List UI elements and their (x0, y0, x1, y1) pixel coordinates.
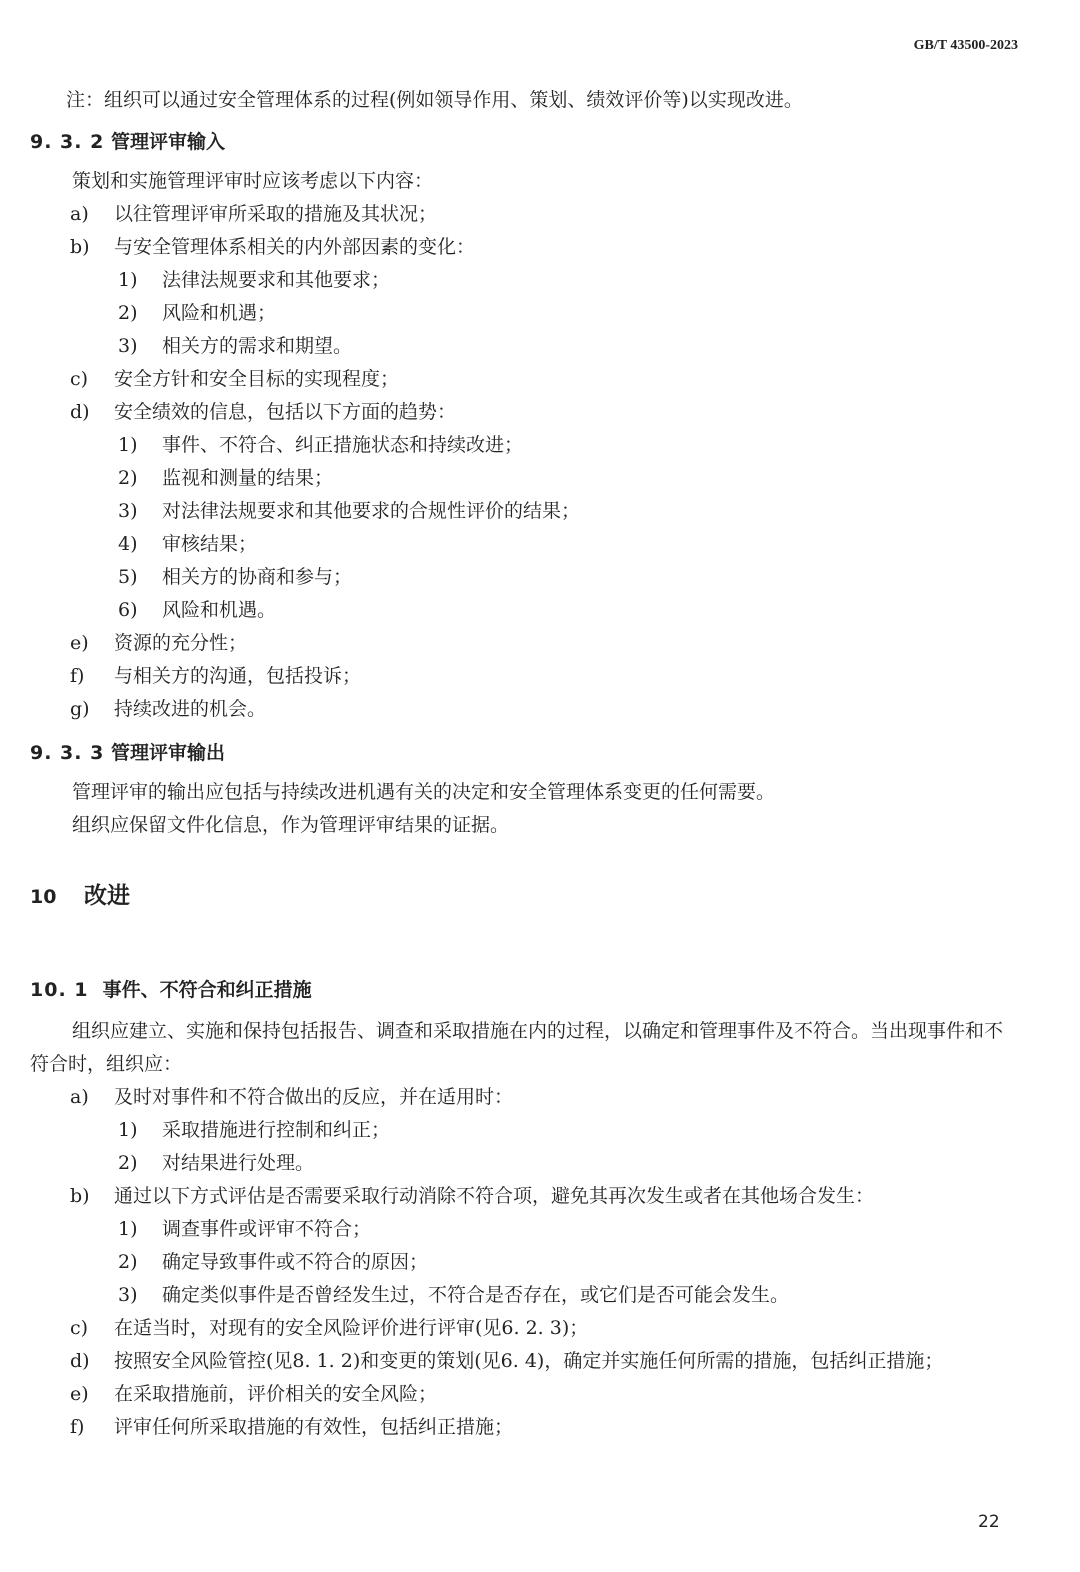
item-label: 2) (118, 1251, 138, 1273)
item-label: 5) (118, 566, 138, 588)
item-text: 通过以下方式评估是否需要采取行动消除不符合项，避免其再次发生或者在其他场合发生： (114, 1185, 875, 1207)
item-text: 在采取措施前，评价相关的安全风险； (114, 1383, 438, 1405)
item-label: 1) (118, 1218, 138, 1240)
item-text: 及时对事件和不符合做出的反应，并在适用时： (114, 1086, 514, 1108)
chapter-number: 10 (30, 886, 57, 908)
item-label: e) (70, 1383, 89, 1405)
item-text: 采取措施进行控制和纠正； (162, 1119, 391, 1141)
item-text: 与相关方的沟通，包括投诉； (114, 665, 362, 687)
item-label: a) (70, 203, 89, 225)
section-title: 管理评审输入 (110, 131, 225, 153)
item-text: 法律法规要求和其他要求； (162, 269, 391, 291)
item-label: 6) (118, 599, 138, 621)
list-item (30, 693, 1030, 726)
item-label: c) (70, 368, 89, 390)
item-label: a) (70, 1086, 89, 1108)
list-item (30, 1312, 1030, 1345)
sub-list-item (30, 330, 1030, 363)
standard-code: GB/T 43500-2023 (913, 38, 1018, 53)
item-text: 审核结果； (162, 533, 258, 555)
sub-list-item (30, 1147, 1030, 1180)
item-label: b) (70, 1185, 90, 1207)
section-heading-10-1 (30, 973, 1030, 1007)
intro-paragraph: 组织应建立、实施和保持包括报告、调查和采取措施在内的过程，以确定和管理事件及不符合。当出现事件和不符合时，组织应： (30, 1020, 1004, 1075)
list-item (30, 363, 1030, 396)
list-item (30, 1180, 1030, 1213)
item-label: 1) (118, 1119, 138, 1141)
item-text: 风险和机遇。 (162, 599, 277, 621)
sub-list-item (30, 495, 1030, 528)
item-label: b) (70, 236, 90, 258)
sub-list-item (30, 264, 1030, 297)
list-item (30, 396, 1030, 429)
chapter-heading-10 (30, 876, 1030, 917)
list-item (30, 627, 1030, 660)
item-label: 2) (118, 302, 138, 324)
list-item (30, 231, 1030, 264)
page-number: 22 (978, 1512, 1000, 1532)
item-text: 对法律法规要求和其他要求的合规性评价的结果； (162, 500, 581, 522)
chapter-title: 改进 (84, 883, 131, 909)
item-text: 安全方针和安全目标的实现程度； (114, 368, 400, 390)
item-text: 评审任何所采取措施的有效性，包括纠正措施； (114, 1416, 514, 1438)
item-text: 调查事件或评审不符合； (162, 1218, 372, 1240)
item-text: 风险和机遇； (162, 302, 277, 324)
item-label: 2) (118, 467, 138, 489)
list-item (30, 1411, 1030, 1444)
item-label: 3) (118, 335, 138, 357)
item-label: 1) (118, 269, 138, 291)
sub-list-item (30, 1213, 1030, 1246)
sub-list-item (30, 594, 1030, 627)
section-heading-9-3-2 (30, 125, 1030, 159)
item-label: 2) (118, 1152, 138, 1174)
item-text: 与安全管理体系相关的内外部因素的变化： (114, 236, 476, 258)
item-label: g) (70, 698, 90, 720)
item-label: f) (70, 1416, 85, 1438)
sub-list-item (30, 528, 1030, 561)
list-item (30, 1378, 1030, 1411)
list-item (30, 660, 1030, 693)
section-number: 9. 3. 2 (30, 131, 105, 153)
sub-list-item (30, 462, 1030, 495)
section-title: 管理评审输出 (110, 742, 225, 764)
item-label: e) (70, 632, 89, 654)
item-text: 对结果进行处理。 (162, 1152, 315, 1174)
intro-paragraph: 策划和实施管理评审时应该考虑以下内容： (72, 170, 434, 192)
item-text: 在适当时，对现有的安全风险评价进行评审(见6. 2. 3)； (114, 1317, 589, 1339)
body-paragraph: 管理评审的输出应包括与持续改进机遇有关的决定和安全管理体系变更的任何需要。 (72, 781, 776, 803)
section-title: 事件、不符合和纠正措施 (102, 979, 312, 1001)
section-heading-9-3-3 (30, 736, 1030, 770)
sub-list-item (30, 1114, 1030, 1147)
sub-list-item (30, 429, 1030, 462)
sub-list-item (30, 561, 1030, 594)
item-label: 3) (118, 1284, 138, 1306)
item-label: d) (70, 1350, 90, 1372)
item-label: 4) (118, 533, 138, 555)
sub-list-item (30, 297, 1030, 330)
item-text: 确定类似事件是否曾经发生过，不符合是否存在，或它们是否可能会发生。 (162, 1284, 790, 1306)
item-text: 事件、不符合、纠正措施状态和持续改进； (162, 434, 524, 456)
item-label: f) (70, 665, 85, 687)
item-text: 相关方的需求和期望。 (162, 335, 353, 357)
item-label: c) (70, 1317, 89, 1339)
item-text: 以往管理评审所采取的措施及其状况； (114, 203, 438, 225)
section-number: 10. 1 (30, 979, 89, 1001)
page-content (30, 84, 1030, 1444)
item-text: 安全绩效的信息，包括以下方面的趋势： (114, 401, 457, 423)
list-item (30, 1345, 1030, 1378)
section-number: 9. 3. 3 (30, 742, 105, 764)
item-label: d) (70, 401, 90, 423)
list-item (30, 1081, 1030, 1114)
item-text: 持续改进的机会。 (114, 698, 267, 720)
item-label: 3) (118, 500, 138, 522)
list-item (30, 198, 1030, 231)
item-text: 按照安全风险管控(见8. 1. 2)和变更的策划(见6. 4)，确定并实施任何所需的措施，包括纠正措施； (114, 1350, 944, 1372)
note-paragraph: 注：组织可以通过安全管理体系的过程(例如领导作用、策划、绩效评价等)以实现改进。 (66, 89, 803, 111)
item-text: 相关方的协商和参与； (162, 566, 353, 588)
item-label: 1) (118, 434, 138, 456)
item-text: 监视和测量的结果； (162, 467, 334, 489)
item-text: 资源的充分性； (114, 632, 248, 654)
body-paragraph: 组织应保留文件化信息，作为管理评审结果的证据。 (72, 814, 510, 836)
sub-list-item (30, 1246, 1030, 1279)
sub-list-item (30, 1279, 1030, 1312)
item-text: 确定导致事件或不符合的原因； (162, 1251, 429, 1273)
